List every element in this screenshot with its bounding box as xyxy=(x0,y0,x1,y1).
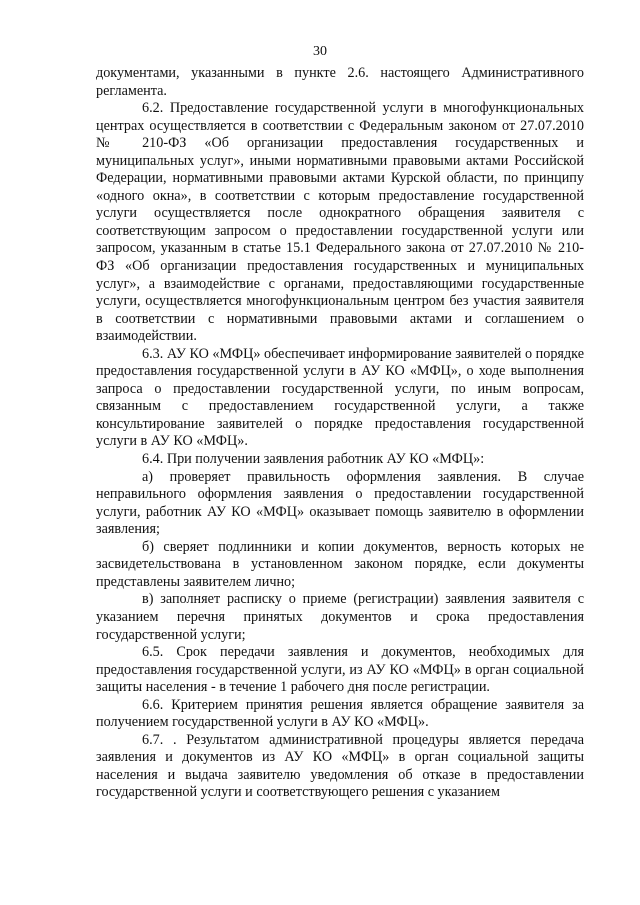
document-body xyxy=(96,65,584,802)
paragraph-6-5: 6.5. Срок передачи заявления и документов, необходимых для предоставления государственной услуги, из АУ КО «МФЦ» в орган социальной защиты населения - в течение 1 рабочего дня после регистрации. xyxy=(96,644,584,696)
paragraph-continuation: документами, указанными в пункте 2.6. настоящего Административного регламента. xyxy=(96,65,584,99)
page-number: 30 xyxy=(313,44,327,59)
paragraph-6-4-v: в) заполняет расписку о приеме (регистрации) заявления заявителя с указанием перечня принятых документов и срока предоставления государственной услуги; xyxy=(96,591,584,643)
paragraph-6-2: 6.2. Предоставление государственной услуги в многофункциональных центрах осуществляется в соответствии с Федеральным законом от 27.07.2010 № 210-ФЗ «Об организации предоставления государственных и муниципальных услуг», иными нормативными правовыми актами Российской Федерации, нормативными правовыми актами Курской области, по принципу «одного окна», в соответствии с которым предоставление государственной услуги осуществляется после однократного обращения заявителя с соответствующим запросом о предоставлении государственной услуги или запросом, указанным в статье 15.1 Федерального закона от 27.07.2010 № 210-ФЗ «Об организации предоставления государственных и муниципальных услуг», а взаимодействие с органами, предоставляющими государственные услуги, осуществляется многофункциональным центром без участия заявителя в соответствии с нормативными правовыми актами и соглашением о взаимодействии. xyxy=(96,100,584,345)
paragraph-6-4-b: б) сверяет подлинники и копии документов, верность которых не засвидетельствована в установленном законом порядке, если документы представлены заявителем лично; xyxy=(96,538,584,590)
paragraph-6-4-a: а) проверяет правильность оформления заявления. В случае неправильного оформления заявления о предоставлении государственной услуги, работник АУ КО «МФЦ» оказывает помощь заявителю в оформлении заявления; xyxy=(96,468,584,538)
paragraph-6-6: 6.6. Критерием принятия решения является обращение заявителя за получением государственной услуги в АУ КО «МФЦ». xyxy=(96,696,584,731)
paragraph-6-7: 6.7. . Результатом административной процедуры является передача заявления и документов из АУ КО «МФЦ» в орган социальной защиты населения и выдача заявителю уведомления об отказе в предоставлении государственной услуги и соответствующего решения с указанием xyxy=(96,731,584,801)
paragraph-6-4: 6.4. При получении заявления работник АУ КО «МФЦ»: xyxy=(142,451,485,468)
paragraph-6-3: 6.3. АУ КО «МФЦ» обеспечивает информирование заявителей о порядке предоставления государственной услуги в АУ КО «МФЦ», о ходе выполнения запроса о предоставлении государственной услуги, по иным вопросам, связанным с предоставлением государственной услуги, а также консультирование заявителей о порядке предоставления государственной услуги в АУ КО «МФЦ». xyxy=(96,345,584,450)
